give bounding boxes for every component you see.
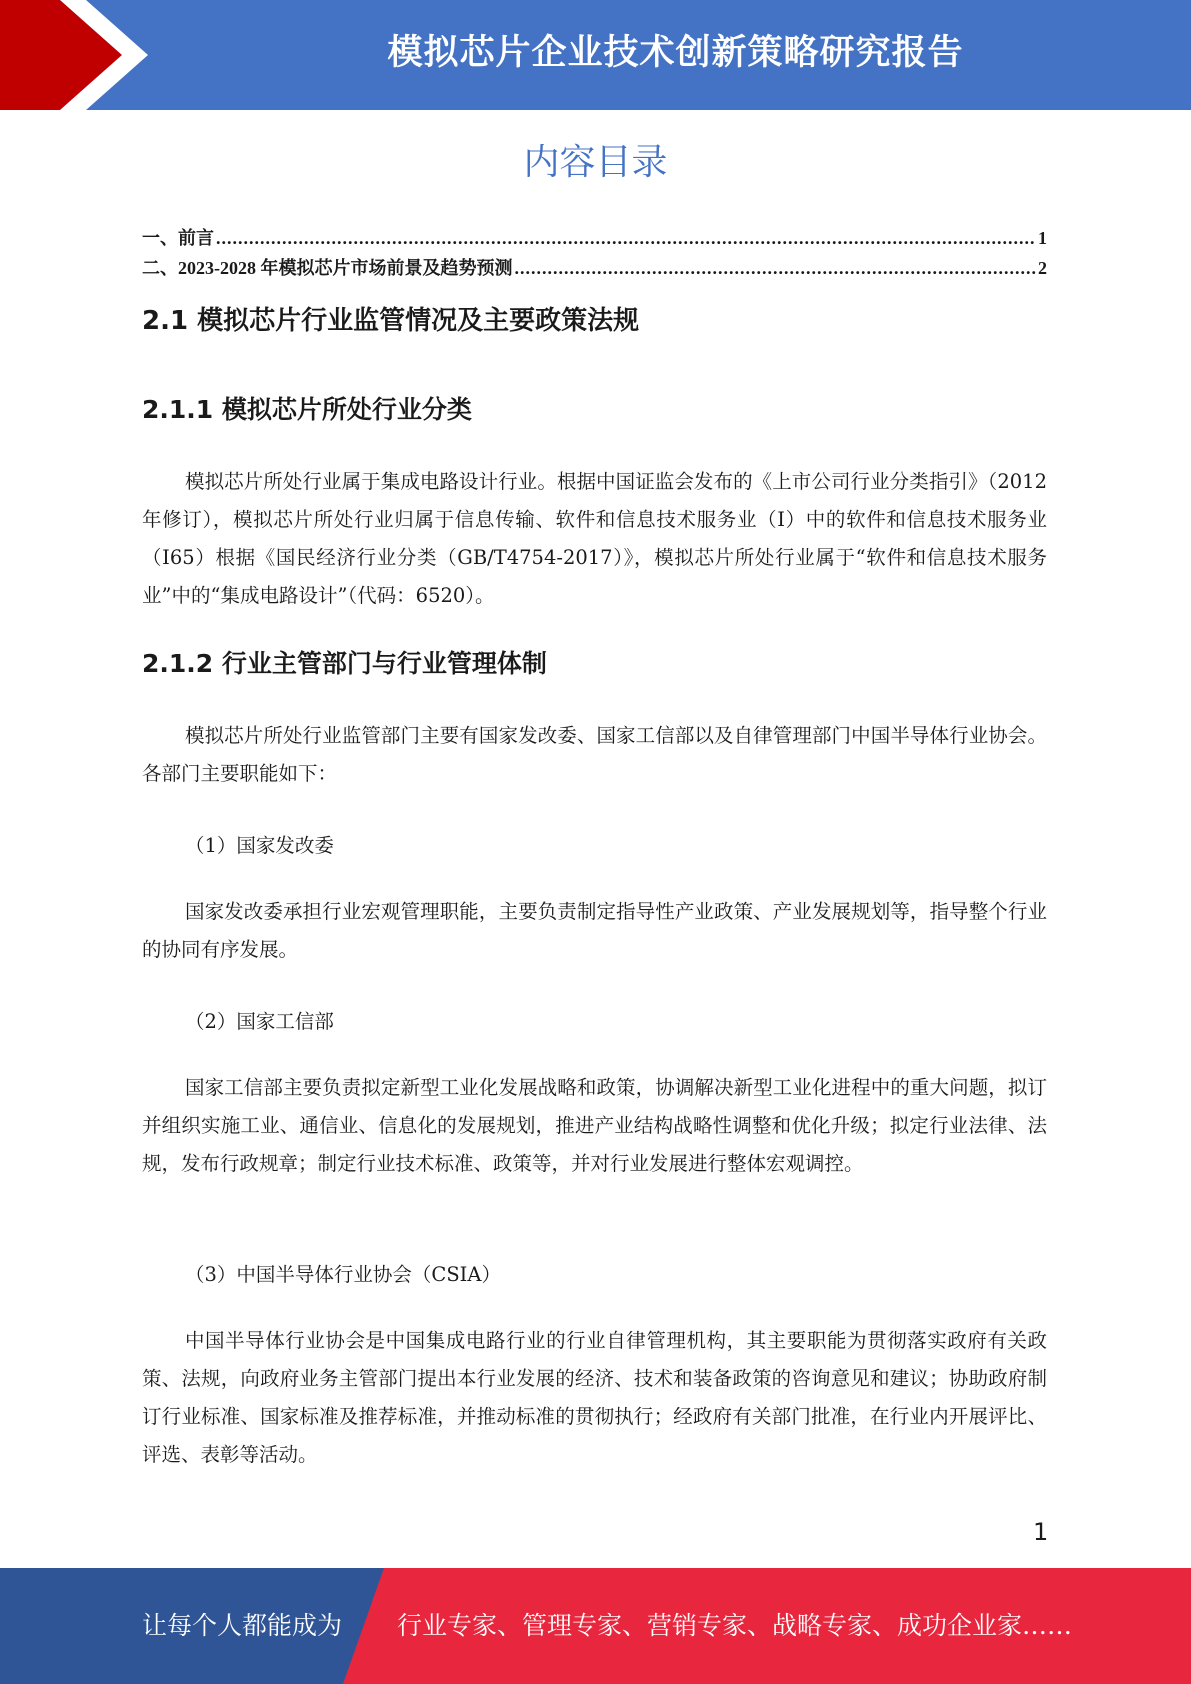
paragraph-ndrc: 国家发改委承担行业宏观管理职能，主要负责制定指导性产业政策、产业发展规划等，指导整个行业的协同有序发展。 [142,900,1047,961]
toc-entry-page: 1 [1038,228,1047,248]
paragraph-csia: 中国半导体行业协会是中国集成电路行业的行业自律管理机构，其主要职能为贯彻落实政府有关政策、法规，向政府业务主管部门提出本行业发展的经济、技术和装备政策的咨询意见和建议；协助政府制订行业标准、国家标准及推荐标准，并推动标准的贯彻执行；经政府有关部门批准，在行业内开展评比、评选、表彰等活动。 [142,1329,1047,1466]
list-item-miit: （2）国家工信部 [185,1010,334,1033]
section-heading-2-1-1: 2.1.1 模拟芯片所处行业分类 [142,395,472,424]
footer-slogan-right: 行业专家、管理专家、营销专家、战略专家、成功企业家…… [397,1611,1073,1640]
report-title: 模拟芯片企业技术创新策略研究报告 [387,33,964,73]
toc-entry[interactable] [142,224,1047,250]
report-header [0,0,1191,110]
paragraph-regulators: 模拟芯片所处行业监管部门主要有国家发改委、国家工信部以及自律管理部门中国半导体行业协会。各部门主要职能如下： [142,724,1047,785]
paragraph-miit: 国家工信部主要负责拟定新型工业化发展战略和政策，协调解决新型工业化进程中的重大问题，拟订并组织实施工业、通信业、信息化的发展规划，推进产业结构战略性调整和优化升级；拟定行业法律、法规，发布行政规章；制定行业技术标准、政策等，并对行业发展进行整体宏观调控。 [142,1076,1047,1175]
toc-entry-label: 一、前言 [142,228,214,248]
list-item-csia: （3）中国半导体行业协会（CSIA） [185,1263,501,1286]
toc-leader-dots [216,228,1036,249]
footer-slogan-left: 让每个人都能成为 [142,1611,343,1640]
toc-heading: 内容目录 [523,142,668,183]
page-number: 1 [1033,1518,1049,1546]
toc-entry-label: 二、2023-2028 年模拟芯片市场前景及趋势预测 [142,258,513,278]
toc-leader-dots [515,258,1037,279]
list-item-ndrc: （1）国家发改委 [185,834,334,857]
toc-entry-page: 2 [1038,258,1047,278]
section-heading-2-1-2: 2.1.2 行业主管部门与行业管理体制 [142,649,547,678]
section-heading-2-1: 2.1 模拟芯片行业监管情况及主要政策法规 [142,306,640,336]
report-footer [0,1568,1191,1684]
toc-entry[interactable] [142,254,1047,280]
paragraph-industry-classification: 模拟芯片所处行业属于集成电路设计行业。根据中国证监会发布的《上市公司行业分类指引》（2012 年修订），模拟芯片所处行业归属于信息传输、软件和信息技术服务业（I）中的软件和信息技术服务业（I65）根据《国民经济行业分类（GB/T4754-2017）》，模拟芯片所处行业属于“软件和信息技术服务业”中的“集成电路设计”（代码：6520）。 [142,470,1047,607]
